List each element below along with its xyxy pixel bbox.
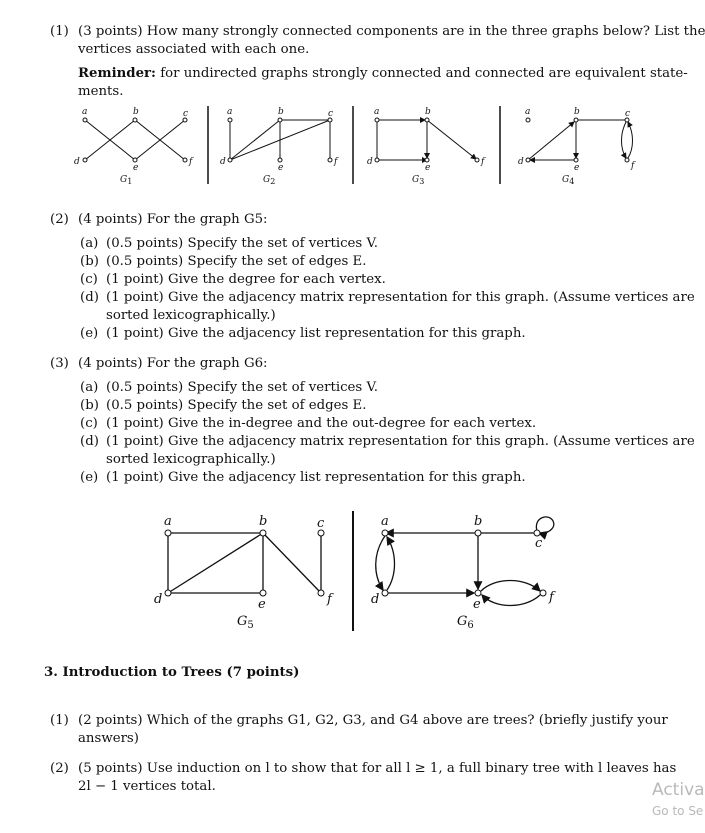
svg-text:d: d — [367, 157, 373, 167]
svg-text:b: b — [474, 514, 483, 529]
large-graphs-figure — [145, 505, 575, 635]
s3-q1-number: (1) — [50, 713, 69, 728]
svg-text:d: d — [220, 157, 226, 167]
q2-intro: (4 points) For the graph G5: — [78, 212, 268, 227]
q3-e-label: (e) — [80, 470, 99, 485]
g1-label-b: b — [133, 107, 139, 117]
g6-name: $G_6$ — [457, 614, 474, 631]
q2-a-label: (a) — [80, 236, 99, 251]
svg-text:c: c — [625, 109, 631, 119]
q3-b-label: (b) — [80, 398, 99, 413]
reminder-label: Reminder: — [78, 66, 156, 81]
g1-label-d: d — [74, 157, 80, 167]
q1-text-line1: (3 points) How many strongly connected components are in the three graphs below? List the — [78, 24, 705, 39]
svg-text:c: c — [535, 536, 543, 551]
reminder-text-line1: for undirected graphs strongly connected and connected are equivalent state- — [155, 66, 688, 81]
svg-text:d: d — [371, 592, 380, 607]
svg-text:b: b — [259, 514, 268, 529]
small-graphs-figure — [60, 102, 660, 194]
section3-title: 3. Introduction to Trees (7 points) — [44, 665, 300, 680]
svg-text:a: a — [227, 107, 233, 117]
svg-text:d: d — [154, 592, 163, 607]
svg-text:b: b — [278, 107, 284, 117]
svg-text:a: a — [381, 514, 389, 529]
q2-a-text: (0.5 points) Specify the set of vertices V. — [106, 236, 378, 251]
graph-g6 — [371, 514, 556, 631]
q3-d-text: (1 point) Give the adjacency matrix representation for this graph. (Assume vertices are — [106, 434, 695, 449]
graph-g2 — [220, 107, 339, 186]
q3-a-label: (a) — [80, 380, 99, 395]
q2-e-label: (e) — [80, 326, 99, 341]
q3-a-text: (0.5 points) Specify the set of vertices V. — [106, 380, 378, 395]
g1-label-c: c — [183, 109, 189, 119]
q2-e-text: (1 point) Give the adjacency list representation for this graph. — [106, 326, 526, 341]
svg-text:c: c — [328, 109, 334, 119]
s3-q2-line1: (5 points) Use induction on l to show that for all l ≥ 1, a full binary tree with l leaves has — [78, 761, 677, 776]
q1-text-line2: vertices associated with each one. — [78, 42, 310, 57]
reminder-text-line2: ments. — [78, 84, 124, 99]
svg-text:e: e — [473, 597, 481, 612]
svg-text:f: f — [549, 590, 554, 605]
q3-intro: (4 points) For the graph G6: — [78, 356, 268, 371]
s3-q1-line1: (2 points) Which of the graphs G1, G2, G3, and G4 above are trees? (briefly justify your — [78, 713, 668, 728]
q3-d-text2: sorted lexicographically.) — [106, 452, 276, 467]
s3-q2-number: (2) — [50, 761, 69, 776]
q2-c-label: (c) — [80, 272, 98, 287]
q3-number: (3) — [50, 356, 69, 371]
svg-text:f: f — [481, 157, 485, 167]
q1-number: (1) — [50, 24, 69, 39]
s3-q1-line2: answers) — [78, 731, 139, 746]
q3-c-label: (c) — [80, 416, 98, 431]
q3-d-label: (d) — [80, 434, 99, 449]
q3-e-text: (1 point) Give the adjacency list representation for this graph. — [106, 470, 526, 485]
q1-reminder — [78, 65, 688, 83]
svg-text:e: e — [278, 163, 284, 173]
svg-text:e: e — [258, 597, 266, 612]
svg-text:c: c — [317, 516, 325, 531]
q2-d-text: (1 point) Give the adjacency matrix representation for this graph. (Assume vertices are — [106, 290, 695, 305]
q2-d-label: (d) — [80, 290, 99, 305]
s3-q2-line2: 2l − 1 vertices total. — [78, 779, 216, 794]
g5-name: $G_5$ — [237, 614, 254, 631]
svg-text:f: f — [631, 161, 635, 171]
svg-text:e: e — [425, 163, 431, 173]
g1-name: G1 — [120, 175, 133, 186]
svg-text:f: f — [327, 592, 332, 607]
svg-text:a: a — [374, 107, 380, 117]
q2-d-text2: sorted lexicographically.) — [106, 308, 276, 323]
svg-text:b: b — [574, 107, 580, 117]
q2-b-label: (b) — [80, 254, 99, 269]
g1-label-e: e — [133, 163, 139, 173]
graph-g4 — [518, 107, 636, 186]
q2-c-text: (1 point) Give the degree for each vertex. — [106, 272, 386, 287]
g3-name: G3 — [412, 175, 425, 186]
q3-c-text: (1 point) Give the in-degree and the out-degree for each vertex. — [106, 416, 537, 431]
q2-number: (2) — [50, 212, 69, 227]
watermark-line1: Activa — [652, 780, 705, 800]
g4-name: G4 — [562, 175, 575, 186]
svg-text:e: e — [574, 163, 580, 173]
watermark-line2: Go to Se — [652, 804, 704, 818]
svg-text:d: d — [518, 157, 524, 167]
svg-text:a: a — [525, 107, 531, 117]
g1-label-a: a — [82, 107, 88, 117]
graph-g3 — [367, 107, 486, 186]
graph-g1 — [74, 107, 194, 186]
g1-label-f: f — [189, 157, 193, 167]
q3-b-text: (0.5 points) Specify the set of edges E. — [106, 398, 367, 413]
svg-text:a: a — [164, 514, 172, 529]
svg-text:b: b — [425, 107, 431, 117]
svg-text:f: f — [334, 157, 338, 167]
graph-g5 — [154, 514, 334, 631]
q2-b-text: (0.5 points) Specify the set of edges E. — [106, 254, 367, 269]
g2-name: G2 — [263, 175, 276, 186]
